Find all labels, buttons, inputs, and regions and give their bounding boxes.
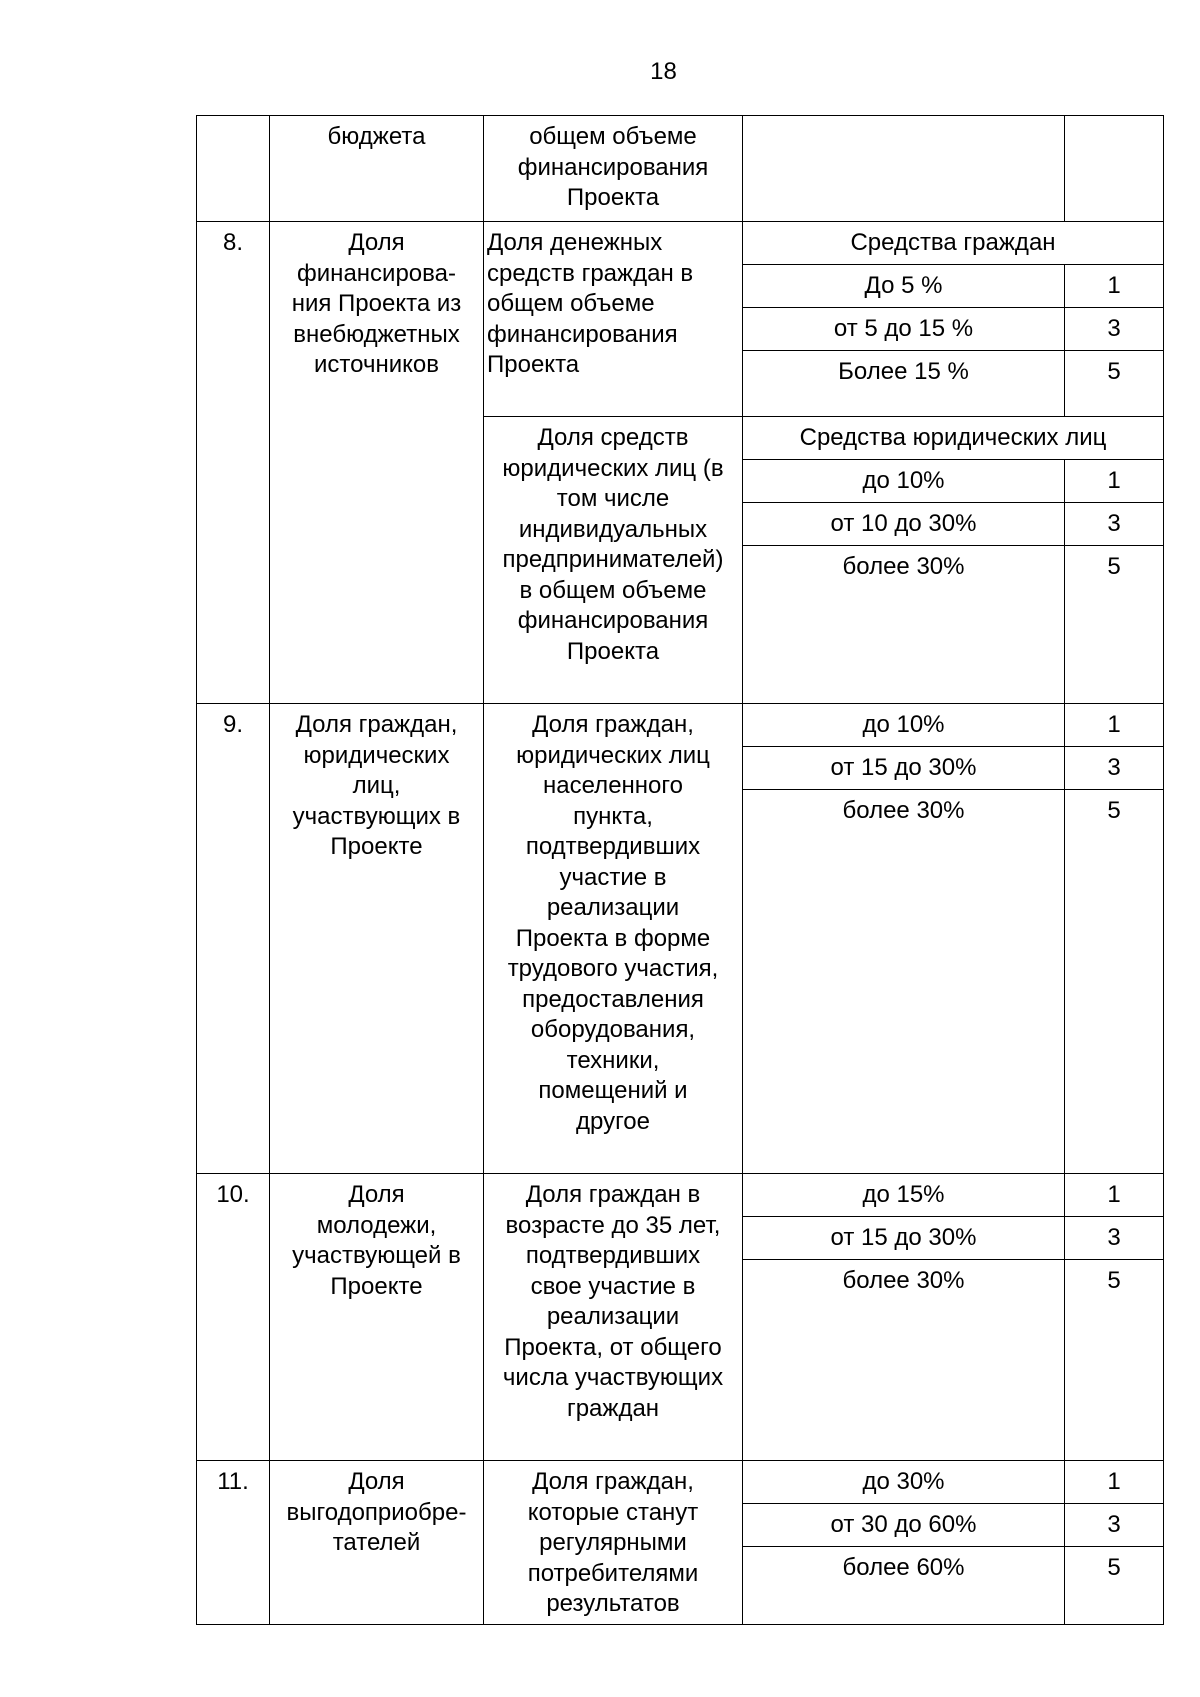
criteria-cell: от 15 до 30%: [743, 747, 1065, 790]
score-cell: 1: [1065, 1174, 1164, 1217]
score-cell: 3: [1065, 1504, 1164, 1547]
score-cell: 3: [1065, 1217, 1164, 1260]
score-cell: 5: [1065, 351, 1164, 417]
criteria-cell: более 60%: [743, 1547, 1065, 1625]
criteria-table: [196, 115, 1164, 1625]
score-cell: 3: [1065, 308, 1164, 351]
score-cell: 1: [1065, 265, 1164, 308]
row-number-cell: 11.: [197, 1461, 270, 1625]
criterion-name-cell: Доля граждан, юридических лиц, участвующих в Проекте: [270, 704, 484, 1174]
score-cell: 3: [1065, 747, 1164, 790]
score-cell: 1: [1065, 460, 1164, 503]
criteria-cell: До 5 %: [743, 265, 1065, 308]
criteria-cell: до 10%: [743, 460, 1065, 503]
score-cell: [1065, 116, 1164, 222]
indicator-cell: Доля денежных средств граждан в общем объеме финансирования Проекта: [484, 222, 743, 417]
table-row-continuation: [197, 116, 1164, 222]
criteria-cell: более 30%: [743, 790, 1065, 1174]
score-cell: 5: [1065, 546, 1164, 704]
criteria-cell: от 15 до 30%: [743, 1217, 1065, 1260]
table-row: [197, 1174, 1164, 1217]
table-row: [197, 1461, 1164, 1504]
criterion-name-cell: Доля финансирова- ния Проекта из внебюджетных источников: [270, 222, 484, 704]
row-number-cell: 9.: [197, 704, 270, 1174]
page-number: 18: [650, 58, 677, 85]
criteria-cell: от 10 до 30%: [743, 503, 1065, 546]
score-cell: 5: [1065, 790, 1164, 1174]
indicator-cell: Доля граждан в возрасте до 35 лет, подтвердивших свое участие в реализации Проекта, от общего числа участвующих граждан: [484, 1174, 743, 1461]
score-cell: 1: [1065, 1461, 1164, 1504]
score-cell: 3: [1065, 503, 1164, 546]
criteria-cell: от 5 до 15 %: [743, 308, 1065, 351]
row-number-cell: 10.: [197, 1174, 270, 1461]
criterion-name-cell: Доля выгодоприобре- тателей: [270, 1461, 484, 1625]
subgroup-header: Средства юридических лиц: [743, 417, 1164, 460]
indicator-cell: Доля граждан, юридических лиц населенного пункта, подтвердивших участие в реализации Проекта в форме трудового участия, предоставления оборудования, техники, помещений и другое: [484, 704, 743, 1174]
criteria-cell: [743, 116, 1065, 222]
table-row: [197, 222, 1164, 265]
criteria-cell: до 10%: [743, 704, 1065, 747]
criteria-cell: более 30%: [743, 546, 1065, 704]
score-cell: 5: [1065, 1547, 1164, 1625]
indicator-cell: Доля средств юридических лиц (в том числе индивидуальных предпринимателей) в общем объеме финансирования Проекта: [484, 417, 743, 704]
indicator-cell: общем объеме финансирования Проекта: [484, 116, 743, 222]
subgroup-header: Средства граждан: [743, 222, 1164, 265]
criteria-cell: Более 15 %: [743, 351, 1065, 417]
table-row: [197, 704, 1164, 747]
criteria-cell: более 30%: [743, 1260, 1065, 1461]
row-number-cell: 8.: [197, 222, 270, 704]
criteria-cell: от 30 до 60%: [743, 1504, 1065, 1547]
indicator-cell: Доля граждан, которые станут регулярными потребителями результатов: [484, 1461, 743, 1625]
criterion-name-cell: бюджета: [270, 116, 484, 222]
criteria-cell: до 30%: [743, 1461, 1065, 1504]
row-number-cell: [197, 116, 270, 222]
criterion-name-cell: Доля молодежи, участвующей в Проекте: [270, 1174, 484, 1461]
criteria-cell: до 15%: [743, 1174, 1065, 1217]
score-cell: 1: [1065, 704, 1164, 747]
score-cell: 5: [1065, 1260, 1164, 1461]
